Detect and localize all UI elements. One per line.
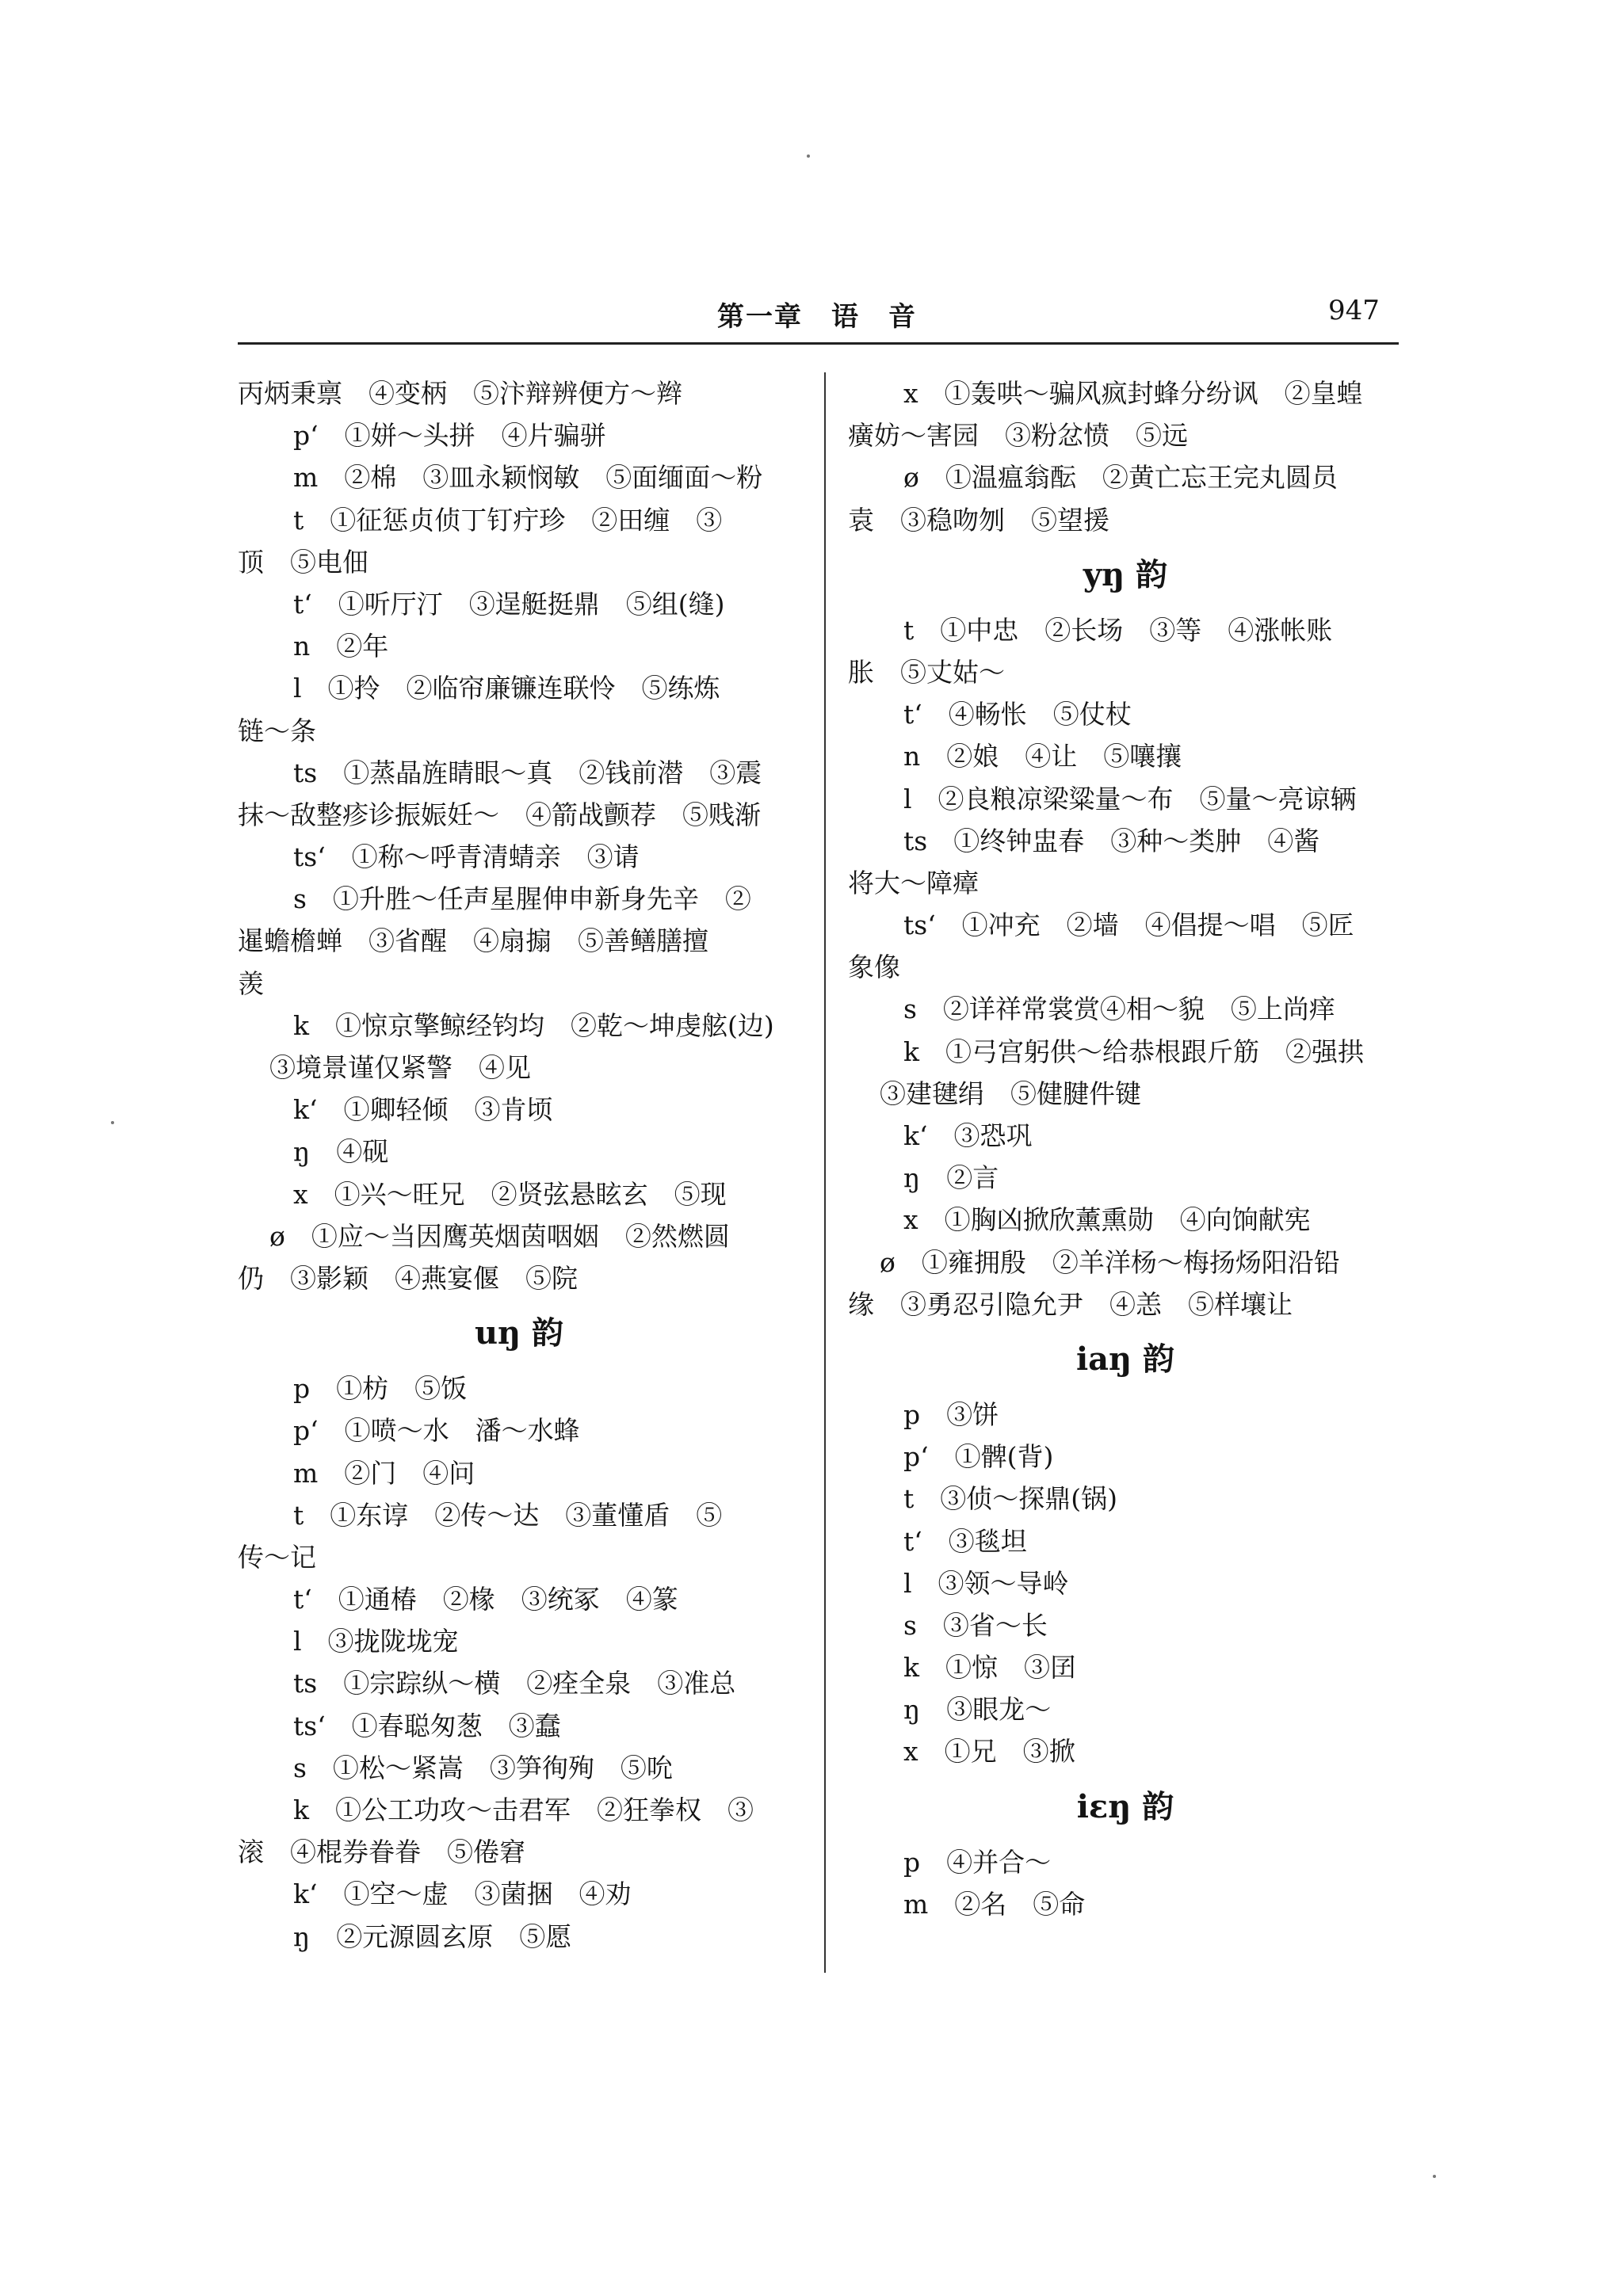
dictionary-line: ŋ ③眼龙～ <box>903 1694 1052 1726</box>
dictionary-line: s ①升胜～任声星腥伸申新身先辛 ② <box>293 883 751 915</box>
dictionary-line: m ②棉 ③皿永颖悯敏 ⑤面缅面～粉 <box>293 462 763 494</box>
dictionary-line: 癀妨～害园 ③粉忿愤 ⑤远 <box>848 420 1188 452</box>
dictionary-line: ø ①温瘟翁酝 ②黄亡忘王完丸圆员 <box>903 462 1338 494</box>
chapter-header-title: 第一章 语 音 <box>717 301 917 333</box>
dictionary-line: m ②门 ④问 <box>293 1457 475 1489</box>
dictionary-line: t‘ ④畅怅 ⑤仗杖 <box>903 699 1132 730</box>
dictionary-line: ts ①终钟盅春 ③种～类肿 ④酱 <box>903 825 1320 856</box>
dictionary-line: l ③拢陇垅宠 <box>293 1626 459 1657</box>
dictionary-line: k‘ ①卿轻倾 ③肯顷 <box>293 1094 553 1126</box>
dictionary-line: x ①轰哄～骗风疯封蜂分纷讽 ②皇蝗 <box>903 378 1363 409</box>
dictionary-line: p ③饼 <box>903 1398 999 1430</box>
dictionary-line: ŋ ②言 <box>903 1162 999 1194</box>
section-heading: iɛŋ 韵 <box>1076 1787 1174 1825</box>
dictionary-line: t ①征惩贞侦丁钉疔珍 ②田缠 ③ <box>293 504 723 536</box>
left-column <box>238 372 800 1958</box>
dictionary-line: l ②良粮凉梁粱量～布 ⑤量～亮谅辆 <box>903 783 1357 814</box>
dictionary-line: k ①公工功攻～击君军 ②狂拳权 ③ <box>293 1794 754 1825</box>
dictionary-line: 袁 ③稳吻刎 ⑤望援 <box>848 504 1109 536</box>
right-column <box>848 372 1403 1925</box>
header-rule <box>238 342 1399 345</box>
dictionary-line: 仍 ③影颖 ④燕宴偃 ⑤院 <box>238 1262 578 1294</box>
dictionary-line: k‘ ①空～虚 ③菌捆 ④劝 <box>293 1878 632 1910</box>
dictionary-line: p ④并合～ <box>903 1846 1052 1878</box>
dictionary-line: t‘ ①通椿 ②椽 ③统冢 ④篆 <box>293 1584 678 1615</box>
dictionary-line: k ①惊 ③囝 <box>903 1652 1076 1684</box>
dictionary-line: 将大～障瘴 <box>848 867 979 898</box>
dictionary-line: 缘 ③勇忍引隐允尹 ④恙 ⑤样壤让 <box>848 1288 1293 1320</box>
dictionary-line: ③建毽绢 ⑤健腱件键 <box>880 1077 1141 1109</box>
dictionary-line: t‘ ①听厅汀 ③逞艇挺鼎 ⑤组(缝) <box>293 588 725 620</box>
dictionary-line: 胀 ⑤丈姑～ <box>848 656 1005 688</box>
dictionary-line: x ①兴～旺兄 ②贤弦悬眩玄 ⑤现 <box>293 1178 727 1210</box>
dictionary-line: t ①中忠 ②长场 ③等 ④涨帐账 <box>903 614 1333 646</box>
dictionary-line: 象像 <box>848 952 900 983</box>
dictionary-line: ø ①雍拥殷 ②羊洋杨～梅扬炀阳沿铅 <box>880 1246 1340 1278</box>
dictionary-line: 链～条 <box>238 715 316 746</box>
dictionary-line: ŋ ④砚 <box>293 1136 389 1168</box>
page-number: 947 <box>1328 295 1380 326</box>
scan-speck <box>111 1121 114 1124</box>
section-heading: iaŋ 韵 <box>1075 1340 1175 1378</box>
dictionary-line: t ①东谆 ②传～达 ③董懂盾 ⑤ <box>293 1499 723 1531</box>
dictionary-line: 暹蟾檐蝉 ③省醒 ④扇搧 ⑤善鳝膳擅 <box>238 925 708 957</box>
dictionary-line: s ③省～长 <box>903 1609 1048 1641</box>
dictionary-line: x ①胸凶掀欣薰熏勋 ④向饷献宪 <box>903 1204 1311 1236</box>
column-divider <box>824 372 826 1973</box>
dictionary-line: ③境景谨仅紧警 ④见 <box>269 1052 531 1083</box>
dictionary-line: x ①兄 ③掀 <box>903 1736 1075 1768</box>
dictionary-line: n ②年 <box>293 631 389 662</box>
dictionary-line: m ②名 ⑤命 <box>903 1888 1086 1920</box>
dictionary-line: ts‘ ①称～呼青清蜻亲 ③请 <box>293 841 640 873</box>
dictionary-line: 滚 ④棍券眷眷 ⑤倦窘 <box>238 1836 525 1868</box>
dictionary-line: ts‘ ①冲充 ②墙 ④倡提～唱 ⑤匠 <box>903 910 1354 941</box>
dictionary-line: 顶 ⑤电佃 <box>238 546 369 578</box>
dictionary-line: 丙炳秉禀 ④变柄 ⑤汴辩辨便方～辫 <box>238 378 682 409</box>
dictionary-line: k ①惊京擎鲸经钧均 ②乾～坤虔舷(边) <box>293 1009 774 1041</box>
dictionary-line: l ①拎 ②临帘廉镰连联怜 ⑤练炼 <box>293 673 720 704</box>
section-heading: yŋ 韵 <box>1083 555 1168 593</box>
scan-speck <box>1433 2175 1436 2178</box>
dictionary-line: p‘ ①喷～水 潘～水蜂 <box>293 1415 580 1447</box>
dictionary-line: l ③领～导岭 <box>903 1567 1069 1599</box>
dictionary-line: ts‘ ①春聪匆葱 ③蠢 <box>293 1710 561 1741</box>
dictionary-line: p‘ ①髀(背) <box>903 1441 1054 1473</box>
section-heading: uŋ 韵 <box>474 1314 564 1352</box>
dictionary-line: p‘ ①姘～头拼 ④片骗骈 <box>293 420 606 452</box>
dictionary-line: ts ①宗踪纵～横 ②痊全泉 ③准总 <box>293 1668 736 1699</box>
dictionary-line: 抹～敌整疹诊振娠妊～ ④箭战颤荐 ⑤贱渐 <box>238 799 761 830</box>
scan-speck <box>807 154 810 158</box>
dictionary-line: ŋ ②元源圆玄原 ⑤愿 <box>293 1920 572 1952</box>
dictionary-line: ø ①应～当因鹰英烟茵咽姻 ②然燃圆 <box>269 1220 730 1252</box>
dictionary-line: ts ①蒸晶旌睛眼～真 ②钱前潜 ③震 <box>293 757 762 788</box>
dictionary-line: s ②详祥常裳赏④相～貌 ⑤上尚痒 <box>903 994 1335 1025</box>
dictionary-line: n ②娘 ④让 ⑤嚷攘 <box>903 741 1182 772</box>
dictionary-line: t‘ ③毯坦 <box>903 1525 1027 1557</box>
dictionary-line: 羡 <box>238 967 264 999</box>
dictionary-line: k‘ ③恐巩 <box>903 1120 1033 1151</box>
dictionary-line: t ③侦～探鼎(锅) <box>903 1483 1118 1515</box>
dictionary-line: k ①弓宫躬供～给恭根跟斤筋 ②强拱 <box>903 1035 1364 1067</box>
dictionary-line: p ①枋 ⑤饭 <box>293 1373 468 1405</box>
dictionary-line: s ①松～紧嵩 ③笋徇殉 ⑤吮 <box>293 1752 673 1783</box>
dictionary-line: 传～记 <box>238 1541 316 1573</box>
